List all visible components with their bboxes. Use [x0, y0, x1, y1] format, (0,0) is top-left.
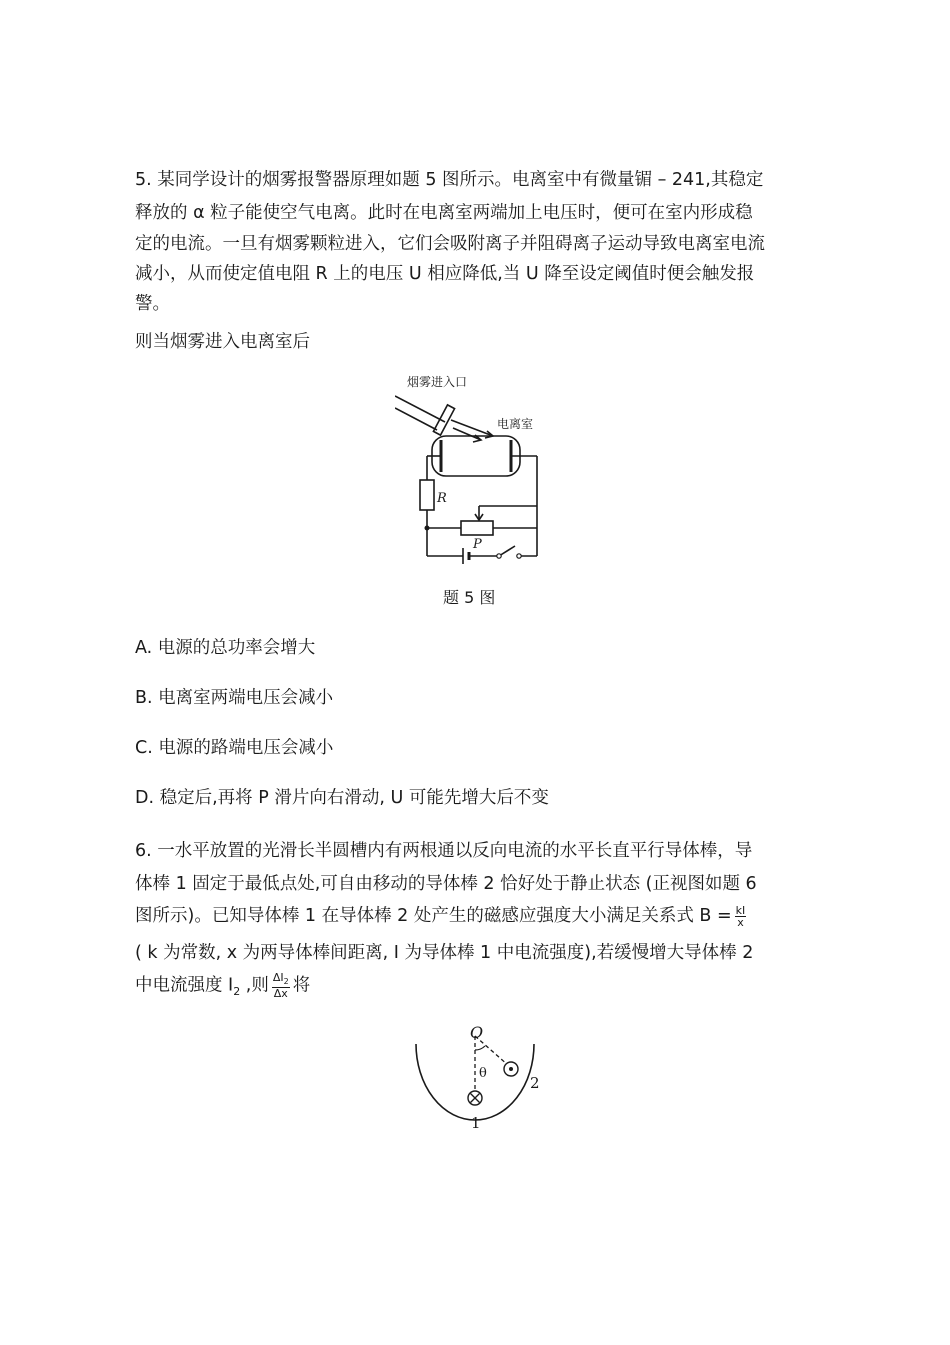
q6-line-3-text: 图所示)。已知导体棒 1 在导体棒 2 处产生的磁感应强度大小满足关系式 B =: [135, 906, 732, 926]
q5-line-1: 5. 某同学设计的烟雾报警器原理如题 5 图所示。电离室中有微量镅 – 241,其稳定: [135, 170, 764, 190]
q6-line-5-end: 将: [292, 975, 311, 996]
ratio-numerator-main: ΔI: [272, 971, 284, 984]
q6-line-5-start: 中电流强度 I: [135, 975, 234, 996]
dot-mark: [509, 1067, 513, 1071]
switch-contact-left: [497, 554, 501, 558]
conductor-1-label: 1: [471, 1114, 481, 1132]
theta-arc: [475, 1046, 485, 1050]
q5-option-c: C. 电源的路端电压会减小: [135, 738, 334, 758]
q5-option-a: A. 电源的总功率会增大: [135, 638, 316, 658]
inlet-label: 烟雾进入口: [407, 375, 468, 389]
theta-label: θ: [479, 1066, 487, 1081]
q6-line-5: [135, 972, 310, 1004]
q5-option-d: D. 稳定后,再将 P 滑片向右滑动, U 可能先增大后不变: [135, 788, 549, 808]
q5-option-b: B. 电离室两端电压会减小: [135, 688, 334, 708]
ratio-denominator: Δx: [273, 987, 288, 1001]
q6-line-2: 体棒 1 固定于最低点处,可自由移动的导体棒 2 恰好处于静止状态 (正视图如题 6: [135, 874, 757, 894]
formula-b-denominator: x: [737, 915, 744, 929]
switch-blade: [499, 546, 515, 556]
q6-line-5-mid: ,则: [240, 975, 269, 996]
inlet-line-lower: [395, 408, 437, 430]
resistor-label: R: [437, 491, 447, 506]
inlet-line-upper: [395, 396, 445, 422]
i2-subscript: 2: [233, 985, 241, 999]
q5-line-3: 定的电流。一旦有烟雾颗粒进入，它们会吸附离子并阻碍离子运动导致电离室电流: [135, 234, 765, 254]
smoke-arrow-1: [451, 420, 493, 436]
rheostat: [461, 521, 493, 535]
formula-b-fraction: [735, 905, 747, 928]
q5-line-4: 减小，从而使定值电阻 R 上的电压 U 相应降低,当 U 降至设定阈值时便会触发报: [135, 264, 755, 284]
ratio-fraction: [272, 972, 290, 999]
q5-line-5: 警。: [135, 294, 170, 314]
q5-lead-text: 则当烟雾进入电离室后: [135, 332, 310, 352]
chamber-label: 电离室: [497, 417, 534, 431]
switch-contact-right: [517, 554, 521, 558]
q5-line-2: 释放的 α 粒子能使空气电离。此时在电离室两端加上电压时，便可在室内形成稳: [135, 203, 753, 223]
ratio-numerator-sub: 2: [283, 977, 289, 987]
q6-line-4: ( k 为常数, x 为两导体棒间距离, I 为导体棒 1 中电流强度),若缓慢增大导体棒 2: [135, 943, 754, 963]
q5-figure-caption: 题 5 图: [443, 588, 496, 607]
ratio-numerator: [272, 972, 290, 988]
formula-b-numerator: kI: [735, 903, 746, 917]
center-o-label: O: [470, 1023, 484, 1042]
slider-label: P: [473, 537, 482, 552]
q6-line-1: 6. 一水平放置的光滑长半圆槽内有两根通以反向电流的水平长直平行导体棒，导: [135, 841, 753, 861]
q6-groove-figure: [405, 1018, 555, 1136]
conductor-2-label: 2: [530, 1074, 540, 1092]
q6-line-3: [135, 904, 749, 928]
junction-dot: [425, 526, 430, 531]
resistor-r: [420, 480, 434, 510]
q5-circuit-figure: [395, 368, 555, 568]
